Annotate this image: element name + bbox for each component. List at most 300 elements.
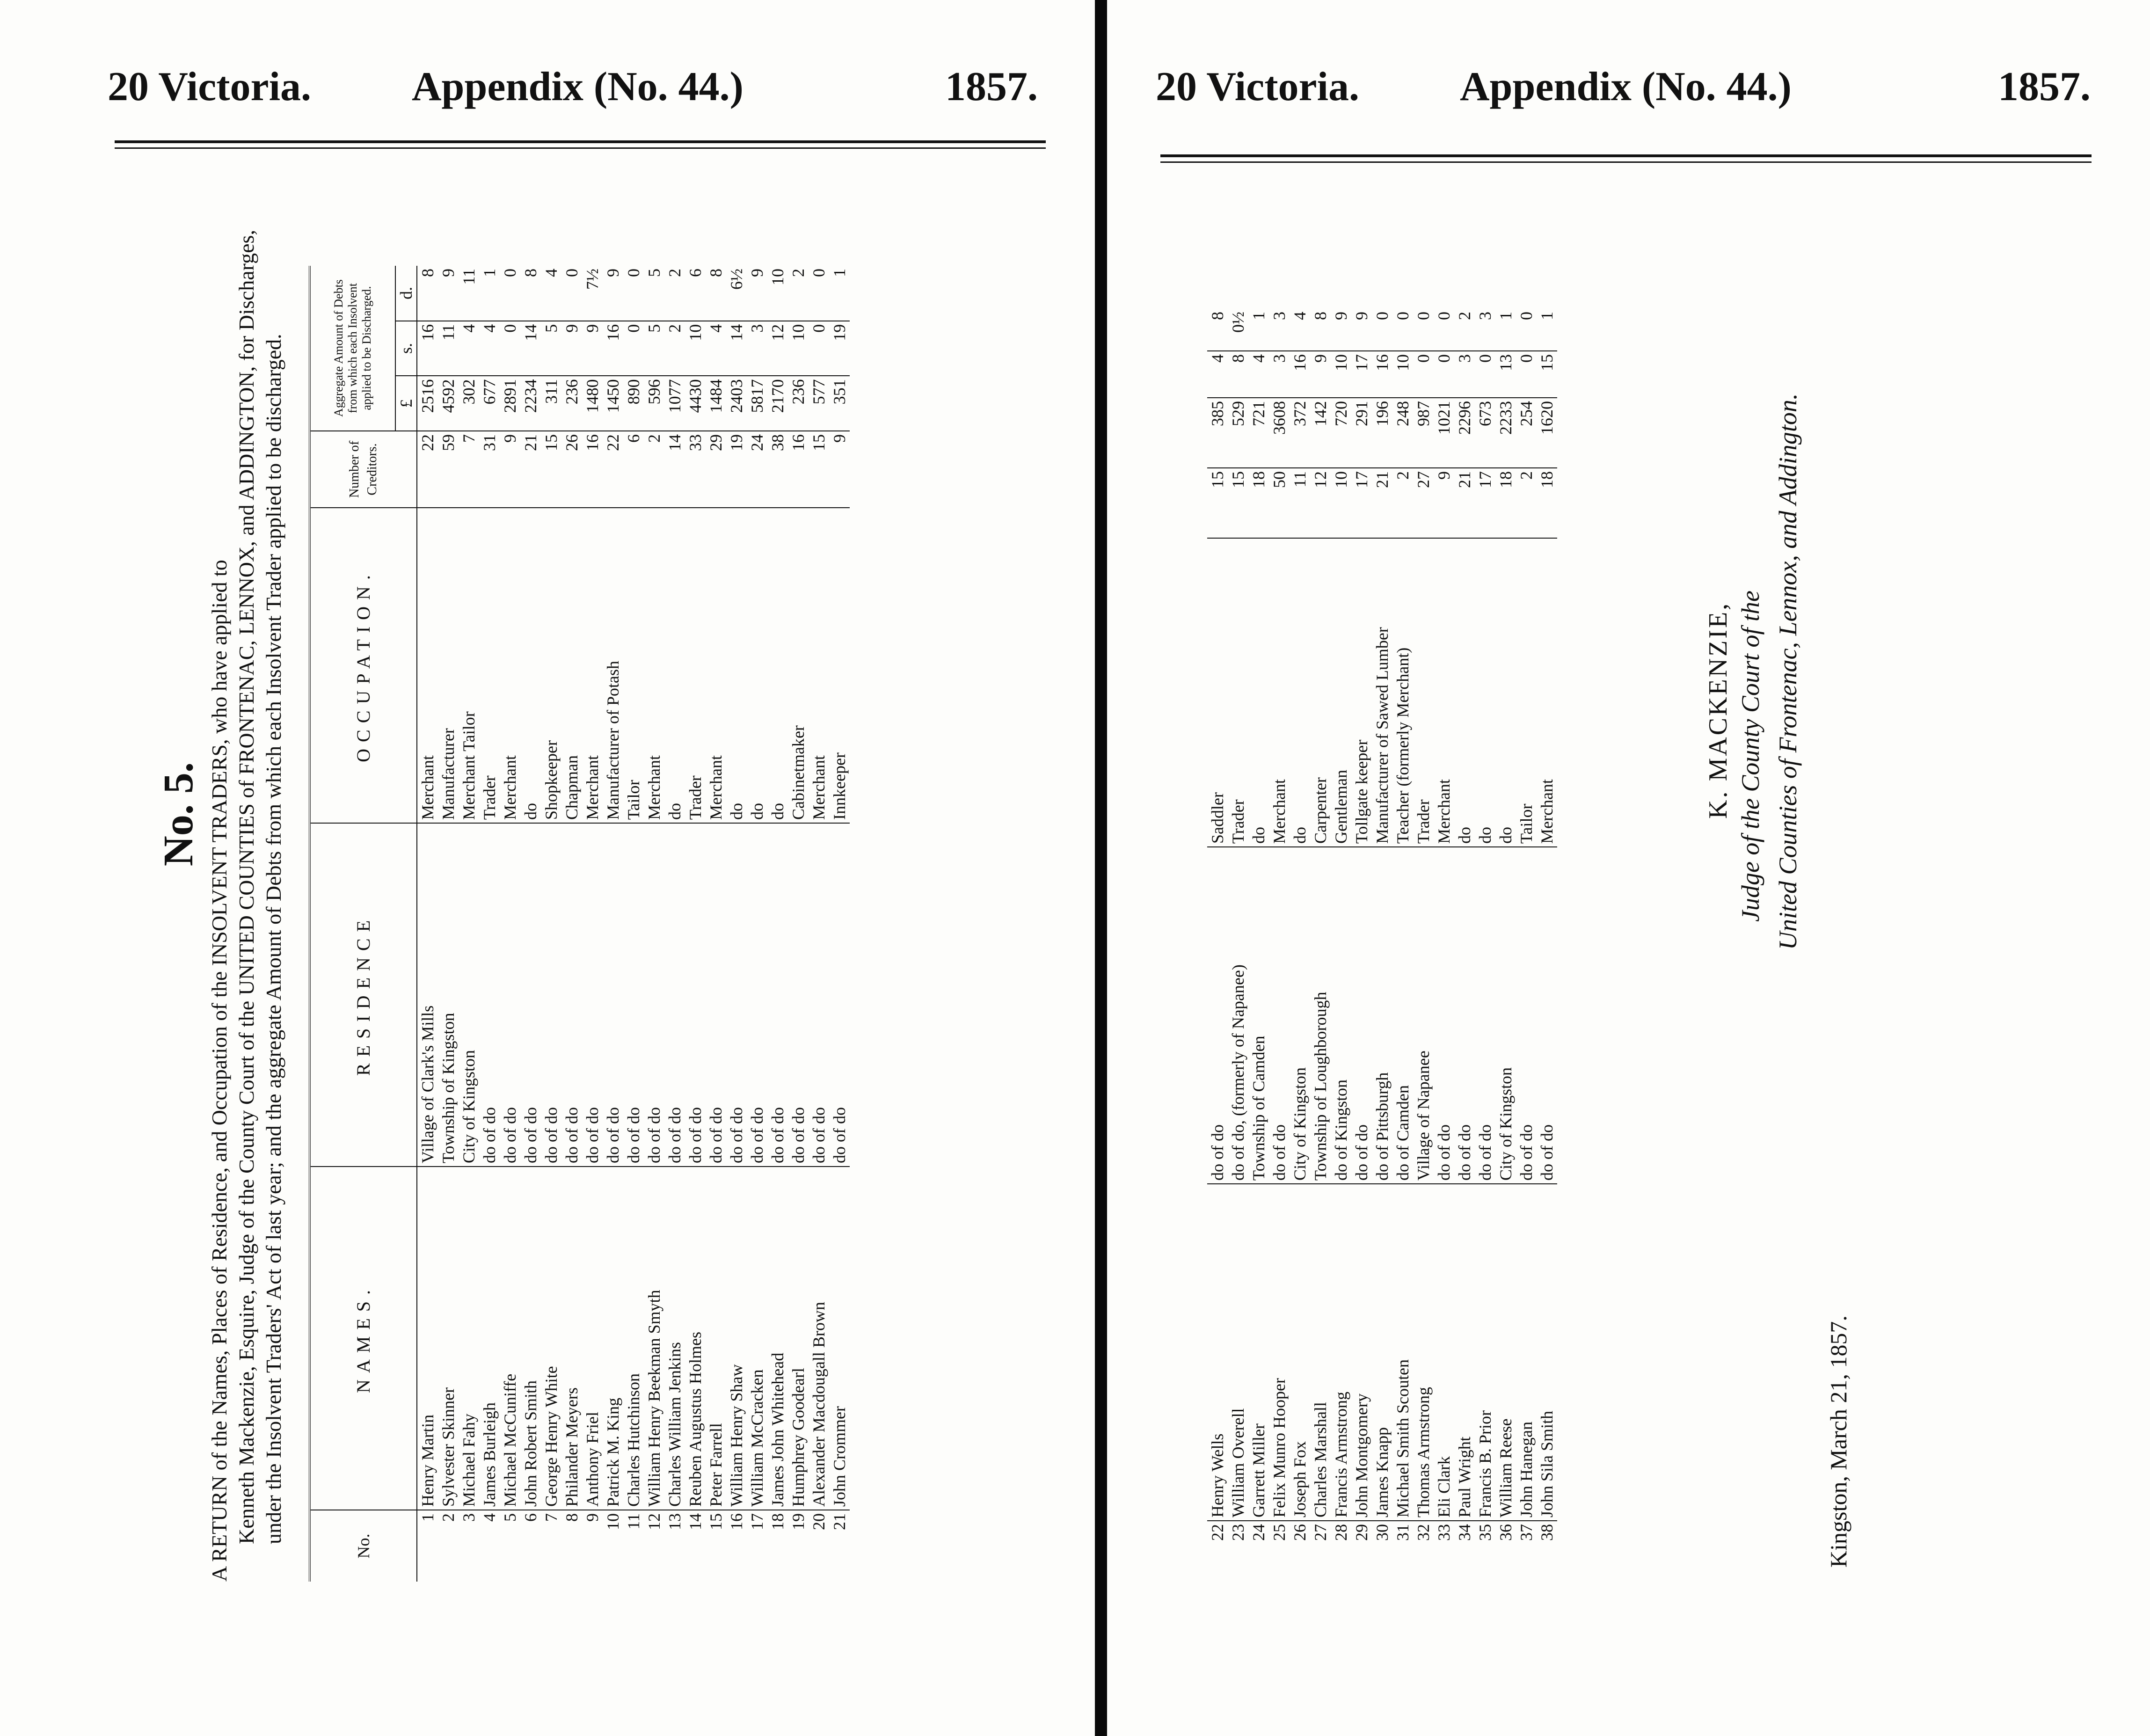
row-number: 27 <box>1310 1521 1331 1586</box>
creditor-count: 9 <box>1434 468 1454 538</box>
debt-pence: 4 <box>1290 312 1309 320</box>
creditor-count: 9 <box>500 431 520 508</box>
trader-occupation: Tailor <box>623 508 644 823</box>
debt-pounds: 291 <box>1351 398 1372 468</box>
creditor-count: 7 <box>459 431 479 508</box>
creditor-count: 33 <box>685 431 706 508</box>
trader-residence: do of Pittsburgh <box>1372 847 1392 1184</box>
debt-pounds: 721 <box>1248 398 1269 468</box>
creditor-count: 15 <box>541 431 561 508</box>
debt-shillings: 11 <box>438 321 459 376</box>
debt-pounds: 1450 <box>603 376 623 431</box>
debt-pounds: 302 <box>459 376 479 431</box>
header-year: 1857. <box>945 64 1038 109</box>
debt-pence: 0 <box>1435 312 1453 320</box>
insolvent-traders-table-left <box>309 266 850 1582</box>
trader-name: Reuben Augustus Holmes <box>685 1167 706 1510</box>
col-header-creditors: Number of Creditors. <box>310 431 417 508</box>
creditor-count: 17 <box>1351 468 1372 538</box>
table-row <box>1351 309 1372 1586</box>
trader-name: Joseph Fox <box>1290 1184 1310 1521</box>
debt-pence: 10 <box>768 269 787 285</box>
creditor-count: 18 <box>1537 468 1557 538</box>
trader-name: Henry Martin <box>417 1167 438 1510</box>
row-number: 16 <box>726 1510 747 1582</box>
table-row <box>685 266 706 1582</box>
header-regnal-year: 20 Victoria. <box>1156 64 1360 109</box>
row-number: 5 <box>500 1510 520 1582</box>
col-header-shillings: s. <box>395 321 417 376</box>
debt-shillings: 4 <box>1248 351 1269 398</box>
debt-pence: 0 <box>1414 312 1433 320</box>
debt-pence: 5 <box>645 269 663 277</box>
trader-name: Francis B. Prior <box>1475 1184 1495 1521</box>
debt-pence: 0 <box>562 269 581 277</box>
trader-occupation: Merchant <box>417 508 438 823</box>
debt-pounds: 2233 <box>1495 398 1516 468</box>
trader-occupation: do <box>1248 538 1269 847</box>
debt-pence: 6 <box>686 269 705 277</box>
col-header-pounds: £ <box>395 376 417 431</box>
table-row <box>1248 309 1269 1586</box>
row-number: 10 <box>603 1510 623 1582</box>
trader-name: Alexander Macdougall Brown <box>809 1167 829 1510</box>
table-row <box>479 266 500 1582</box>
trader-occupation: Merchant <box>1434 538 1454 847</box>
debt-pence: 4 <box>542 269 561 277</box>
trader-name: James John Whitehead <box>767 1167 788 1510</box>
debt-pounds: 2234 <box>520 376 541 431</box>
table-body-right <box>1207 309 1557 1586</box>
header-year: 1857. <box>1998 64 2091 109</box>
trader-occupation: do <box>1290 538 1310 847</box>
debt-shillings: 0 <box>1475 351 1495 398</box>
debt-pence: 0 <box>809 269 828 277</box>
debt-pence: 0½ <box>1229 312 1247 333</box>
row-number: 26 <box>1290 1521 1310 1586</box>
row-number: 35 <box>1475 1521 1495 1586</box>
trader-residence: do of do <box>1207 847 1228 1184</box>
row-number: 21 <box>829 1510 850 1582</box>
row-number: 18 <box>767 1510 788 1582</box>
debt-pounds: 248 <box>1392 398 1413 468</box>
trader-residence: City of Kingston <box>459 823 479 1167</box>
trader-residence: do of do <box>664 823 685 1167</box>
table-row <box>1413 309 1434 1586</box>
creditor-count: 21 <box>1454 468 1475 538</box>
table-row <box>726 266 747 1582</box>
col-header-pence: d. <box>397 286 415 299</box>
debt-pence: 9 <box>439 269 458 277</box>
header-appendix: Appendix (No. 44.) <box>412 64 743 109</box>
creditor-count: 18 <box>1248 468 1269 538</box>
intro-paragraph: Kenneth Mackenzie, Esquire, Judge of the County Court of the UNITED COUNTIES of FRONTENAC, LENNOX, and ADDINGTON, for Discharges, under the Insolvent Traders' Act of last year; and the aggregate Amount of Debts from which each Insolvent Trader applied to be discharged. <box>234 230 285 1544</box>
trader-occupation: Trader <box>479 508 500 823</box>
trader-name: Peter Farrell <box>706 1167 726 1510</box>
debt-pounds: 1021 <box>1434 398 1454 468</box>
trader-name: Felix Munro Hooper <box>1269 1184 1290 1521</box>
trader-occupation: do <box>726 508 747 823</box>
debt-pounds: 1480 <box>582 376 603 431</box>
debt-shillings: 15 <box>1537 351 1557 398</box>
debt-pounds: 677 <box>479 376 500 431</box>
debt-pence: 9 <box>604 269 622 277</box>
creditor-count: 17 <box>1475 468 1495 538</box>
table-body-left <box>417 266 850 1582</box>
page-gutter <box>1095 0 1107 1736</box>
debt-pounds: 3608 <box>1269 398 1290 468</box>
debt-pounds: 720 <box>1331 398 1351 468</box>
trader-occupation: Tollgate keeper <box>1351 538 1372 847</box>
debt-pounds: 142 <box>1310 398 1331 468</box>
table-row <box>1475 309 1495 1586</box>
debt-pence: 8 <box>418 269 437 277</box>
trader-name: James Knapp <box>1372 1184 1392 1521</box>
row-number: 11 <box>623 1510 644 1582</box>
signature-title-line1: Judge of the County Court of the <box>1736 591 1764 922</box>
debt-shillings: 4 <box>1207 351 1228 398</box>
trader-residence: Village of Clark's Mills <box>417 823 438 1167</box>
row-number: 1 <box>417 1510 438 1582</box>
table-row <box>603 266 623 1582</box>
debt-shillings: 13 <box>1495 351 1516 398</box>
right-page <box>1123 0 2150 1736</box>
debt-pounds: 1484 <box>706 376 726 431</box>
trader-name: Sylvester Skinner <box>438 1167 459 1510</box>
trader-residence: Township of Kingston <box>438 823 459 1167</box>
table-row <box>582 266 603 1582</box>
debt-shillings: 16 <box>1290 351 1310 398</box>
creditor-count: 15 <box>809 431 829 508</box>
table-row <box>1228 309 1248 1586</box>
debt-pence: 9 <box>1332 312 1350 320</box>
trader-occupation: Merchant Tailor <box>459 508 479 823</box>
trader-occupation: Merchant <box>1537 538 1557 847</box>
trader-residence: do of do <box>1475 847 1495 1184</box>
debt-shillings: 9 <box>561 321 582 376</box>
trader-residence: do of do, (formerly of Napanee) <box>1228 847 1248 1184</box>
trader-name: Philander Meyers <box>561 1167 582 1510</box>
row-number: 23 <box>1228 1521 1248 1586</box>
trader-residence: do of do <box>1351 847 1372 1184</box>
trader-occupation: Manufacturer of Sawed Lumber <box>1372 538 1392 847</box>
col-header-occupation: OCCUPATION. <box>310 508 417 823</box>
debt-shillings: 16 <box>603 321 623 376</box>
creditor-count: 2 <box>644 431 664 508</box>
row-number: 20 <box>809 1510 829 1582</box>
trader-name: John Crommer <box>829 1167 850 1510</box>
row-number: 37 <box>1516 1521 1537 1586</box>
debt-shillings: 2 <box>664 321 685 376</box>
row-number: 2 <box>438 1510 459 1582</box>
debt-pence: 8 <box>707 269 725 277</box>
trader-residence: Township of Loughborough <box>1310 847 1331 1184</box>
trader-residence: do of do <box>706 823 726 1167</box>
creditor-count: 24 <box>747 431 767 508</box>
signature-date: Kingston, March 21, 1857. <box>1825 1315 1851 1568</box>
creditor-count: 14 <box>664 431 685 508</box>
table-row <box>1290 309 1310 1586</box>
row-number: 31 <box>1392 1521 1413 1586</box>
debt-pounds: 2170 <box>767 376 788 431</box>
debt-shillings: 9 <box>582 321 603 376</box>
debt-pence: 0 <box>624 269 643 277</box>
row-number: 8 <box>561 1510 582 1582</box>
trader-residence: do of do <box>809 823 829 1167</box>
table-row <box>788 266 809 1582</box>
debt-pounds: 2891 <box>500 376 520 431</box>
debt-pence: 1 <box>830 269 849 277</box>
table-row <box>541 266 561 1582</box>
trader-name: William McCracken <box>747 1167 767 1510</box>
table-row <box>1537 309 1557 1586</box>
debt-shillings: 0 <box>500 321 520 376</box>
trader-name: William Reese <box>1495 1184 1516 1521</box>
table-row <box>1454 309 1475 1586</box>
creditor-count: 59 <box>438 431 459 508</box>
trader-residence: do of do <box>726 823 747 1167</box>
debt-pounds: 385 <box>1207 398 1228 468</box>
intro-first-line: A RETURN of the Names, Places of Residence, and Occupation of the INSOLVENT TRADERS, who have applied to <box>207 560 231 1582</box>
trader-occupation: Merchant <box>644 508 664 823</box>
debt-shillings: 14 <box>726 321 747 376</box>
trader-name: William Henry Shaw <box>726 1167 747 1510</box>
creditor-count: 9 <box>829 431 850 508</box>
debt-pence: 8 <box>1208 312 1227 320</box>
table-row <box>1310 309 1331 1586</box>
trader-name: Thomas Armstrong <box>1413 1184 1434 1521</box>
debt-pence: 0 <box>1517 312 1536 320</box>
debt-shillings: 5 <box>644 321 664 376</box>
table-row <box>561 266 582 1582</box>
creditor-count: 10 <box>1331 468 1351 538</box>
debt-shillings: 12 <box>767 321 788 376</box>
debt-pounds: 254 <box>1516 398 1537 468</box>
trader-occupation: Merchant <box>1269 538 1290 847</box>
trader-name: Charles William Jenkins <box>664 1167 685 1510</box>
debt-pence: 11 <box>459 269 478 285</box>
debt-pounds: 529 <box>1228 398 1248 468</box>
trader-name: Henry Wells <box>1207 1184 1228 1521</box>
trader-name: Paul Wright <box>1454 1184 1475 1521</box>
trader-occupation: Trader <box>685 508 706 823</box>
trader-occupation: do <box>520 508 541 823</box>
creditor-count: 27 <box>1413 468 1434 538</box>
trader-occupation: do <box>1495 538 1516 847</box>
debt-shillings: 3 <box>1454 351 1475 398</box>
debt-pence: 8 <box>521 269 540 277</box>
debt-shillings: 4 <box>706 321 726 376</box>
debt-pounds: 673 <box>1475 398 1495 468</box>
debt-shillings: 19 <box>829 321 850 376</box>
debt-shillings: 10 <box>1392 351 1413 398</box>
row-number: 19 <box>788 1510 809 1582</box>
debt-shillings: 0 <box>1516 351 1537 398</box>
debt-pence: 0 <box>1373 312 1392 320</box>
row-number: 12 <box>644 1510 664 1582</box>
debt-shillings: 4 <box>459 321 479 376</box>
trader-occupation: Teacher (formerly Merchant) <box>1392 538 1413 847</box>
debt-shillings: 10 <box>1331 351 1351 398</box>
trader-occupation: Saddler <box>1207 538 1228 847</box>
debt-shillings: 16 <box>1372 351 1392 398</box>
table-row <box>767 266 788 1582</box>
rotated-content-right <box>1193 140 2092 1614</box>
trader-occupation: Merchant <box>706 508 726 823</box>
row-number: 15 <box>706 1510 726 1582</box>
table-row <box>500 266 520 1582</box>
debt-pence: 1 <box>1249 312 1268 320</box>
trader-occupation: do <box>1454 538 1475 847</box>
debt-pence: 0 <box>1393 312 1412 320</box>
debt-pence: 1 <box>1538 312 1556 320</box>
trader-name: Garrett Miller <box>1248 1184 1269 1521</box>
trader-residence: do of do <box>829 823 850 1167</box>
row-number: 13 <box>664 1510 685 1582</box>
creditor-count: 22 <box>417 431 438 508</box>
row-number: 6 <box>520 1510 541 1582</box>
debt-pence: 6½ <box>727 269 746 290</box>
creditor-count: 50 <box>1269 468 1290 538</box>
row-number: 32 <box>1413 1521 1434 1586</box>
trader-occupation: do <box>747 508 767 823</box>
creditor-count: 21 <box>1372 468 1392 538</box>
trader-name: Humphrey Goodearl <box>788 1167 809 1510</box>
trader-occupation: Tailor <box>1516 538 1537 847</box>
debt-pounds: 577 <box>809 376 829 431</box>
table-row <box>747 266 767 1582</box>
debt-shillings: 0 <box>809 321 829 376</box>
row-number: 9 <box>582 1510 603 1582</box>
creditor-count: 12 <box>1310 468 1331 538</box>
trader-name: Eli Clark <box>1434 1184 1454 1521</box>
trader-name: George Henry White <box>541 1167 561 1510</box>
debt-shillings: 3 <box>747 321 767 376</box>
trader-name: Anthony Friel <box>582 1167 603 1510</box>
row-number: 30 <box>1372 1521 1392 1586</box>
row-number: 14 <box>685 1510 706 1582</box>
creditor-count: 15 <box>1228 468 1248 538</box>
debt-shillings: 8 <box>1228 351 1248 398</box>
row-number: 3 <box>459 1510 479 1582</box>
debt-shillings: 10 <box>788 321 809 376</box>
trader-name: Michael Fahy <box>459 1167 479 1510</box>
trader-name: John Robert Smith <box>520 1167 541 1510</box>
row-number: 34 <box>1454 1521 1475 1586</box>
trader-residence: do of Kingston <box>1331 847 1351 1184</box>
trader-occupation: Carpenter <box>1310 538 1331 847</box>
table-row <box>829 266 850 1582</box>
table-row <box>1207 309 1228 1586</box>
trader-residence: Township of Camden <box>1248 847 1269 1184</box>
debt-pence: 0 <box>501 269 519 277</box>
table-row <box>1434 309 1454 1586</box>
debt-pounds: 311 <box>541 376 561 431</box>
debt-pence: 3 <box>1476 312 1494 320</box>
trader-name: Michael Smith Scouten <box>1392 1184 1413 1521</box>
header-appendix: Appendix (No. 44.) <box>1460 64 1792 109</box>
table-row <box>1372 309 1392 1586</box>
row-number: 28 <box>1331 1521 1351 1586</box>
creditor-count: 6 <box>623 431 644 508</box>
trader-name: Charles Hutchinson <box>623 1167 644 1510</box>
table-row <box>417 266 438 1582</box>
row-number: 29 <box>1351 1521 1372 1586</box>
debt-pounds: 2403 <box>726 376 747 431</box>
table-row <box>809 266 829 1582</box>
trader-occupation: do <box>767 508 788 823</box>
trader-residence: do of do <box>747 823 767 1167</box>
trader-occupation: Trader <box>1413 538 1434 847</box>
debt-shillings: 16 <box>417 321 438 376</box>
debt-pounds: 236 <box>561 376 582 431</box>
debt-pounds: 4430 <box>685 376 706 431</box>
row-number: 38 <box>1537 1521 1557 1586</box>
debt-pounds: 5817 <box>747 376 767 431</box>
trader-name: John Montgomery <box>1351 1184 1372 1521</box>
trader-residence: City of Kingston <box>1495 847 1516 1184</box>
trader-name: William Overell <box>1228 1184 1248 1521</box>
debt-pence: 1 <box>1496 312 1515 320</box>
debt-pence: 7½ <box>583 269 602 290</box>
trader-residence: do of do <box>623 823 644 1167</box>
row-number: 22 <box>1207 1521 1228 1586</box>
debt-pounds: 2516 <box>417 376 438 431</box>
debt-shillings: 0 <box>623 321 644 376</box>
debt-shillings: 10 <box>685 321 706 376</box>
row-number: 36 <box>1495 1521 1516 1586</box>
row-number: 24 <box>1248 1521 1269 1586</box>
row-number: 7 <box>541 1510 561 1582</box>
trader-residence: do of do <box>1516 847 1537 1184</box>
debt-shillings: 17 <box>1351 351 1372 398</box>
trader-occupation: Chapman <box>561 508 582 823</box>
trader-name: Charles Marshall <box>1310 1184 1331 1521</box>
debt-shillings: 9 <box>1310 351 1331 398</box>
debt-pence: 9 <box>1352 312 1371 320</box>
trader-residence: do of do <box>644 823 664 1167</box>
creditor-count: 2 <box>1516 468 1537 538</box>
col-header-no: No. <box>310 1510 417 1582</box>
creditor-count: 11 <box>1290 468 1310 538</box>
debt-pence: 9 <box>748 269 766 277</box>
trader-occupation: Trader <box>1228 538 1248 847</box>
debt-pounds: 351 <box>829 376 850 431</box>
debt-pence: 1 <box>480 269 499 277</box>
creditor-count: 15 <box>1207 468 1228 538</box>
creditor-count: 2 <box>1392 468 1413 538</box>
trader-name: William Henry Beekman Smyth <box>644 1167 664 1510</box>
debt-shillings: 0 <box>1413 351 1434 398</box>
trader-residence: do of do <box>1454 847 1475 1184</box>
trader-occupation: Manufacturer of Potash <box>603 508 623 823</box>
table-row <box>1331 309 1351 1586</box>
table-row <box>520 266 541 1582</box>
table-row <box>664 266 685 1582</box>
col-header-names: NAMES. <box>310 1167 417 1510</box>
trader-name: Michael McCuniffe <box>500 1167 520 1510</box>
row-number: 33 <box>1434 1521 1454 1586</box>
creditor-count: 16 <box>788 431 809 508</box>
trader-occupation: Merchant <box>809 508 829 823</box>
debt-pounds: 1077 <box>664 376 685 431</box>
trader-residence: do of do <box>541 823 561 1167</box>
trader-occupation: Gentleman <box>1331 538 1351 847</box>
signature-name: K. MACKENZIE, <box>1704 601 1733 819</box>
signature-title-line2: United Counties of Frontenac, Lennox, and Addington. <box>1774 393 1802 950</box>
debt-pounds: 890 <box>623 376 644 431</box>
trader-residence: do of Camden <box>1392 847 1413 1184</box>
